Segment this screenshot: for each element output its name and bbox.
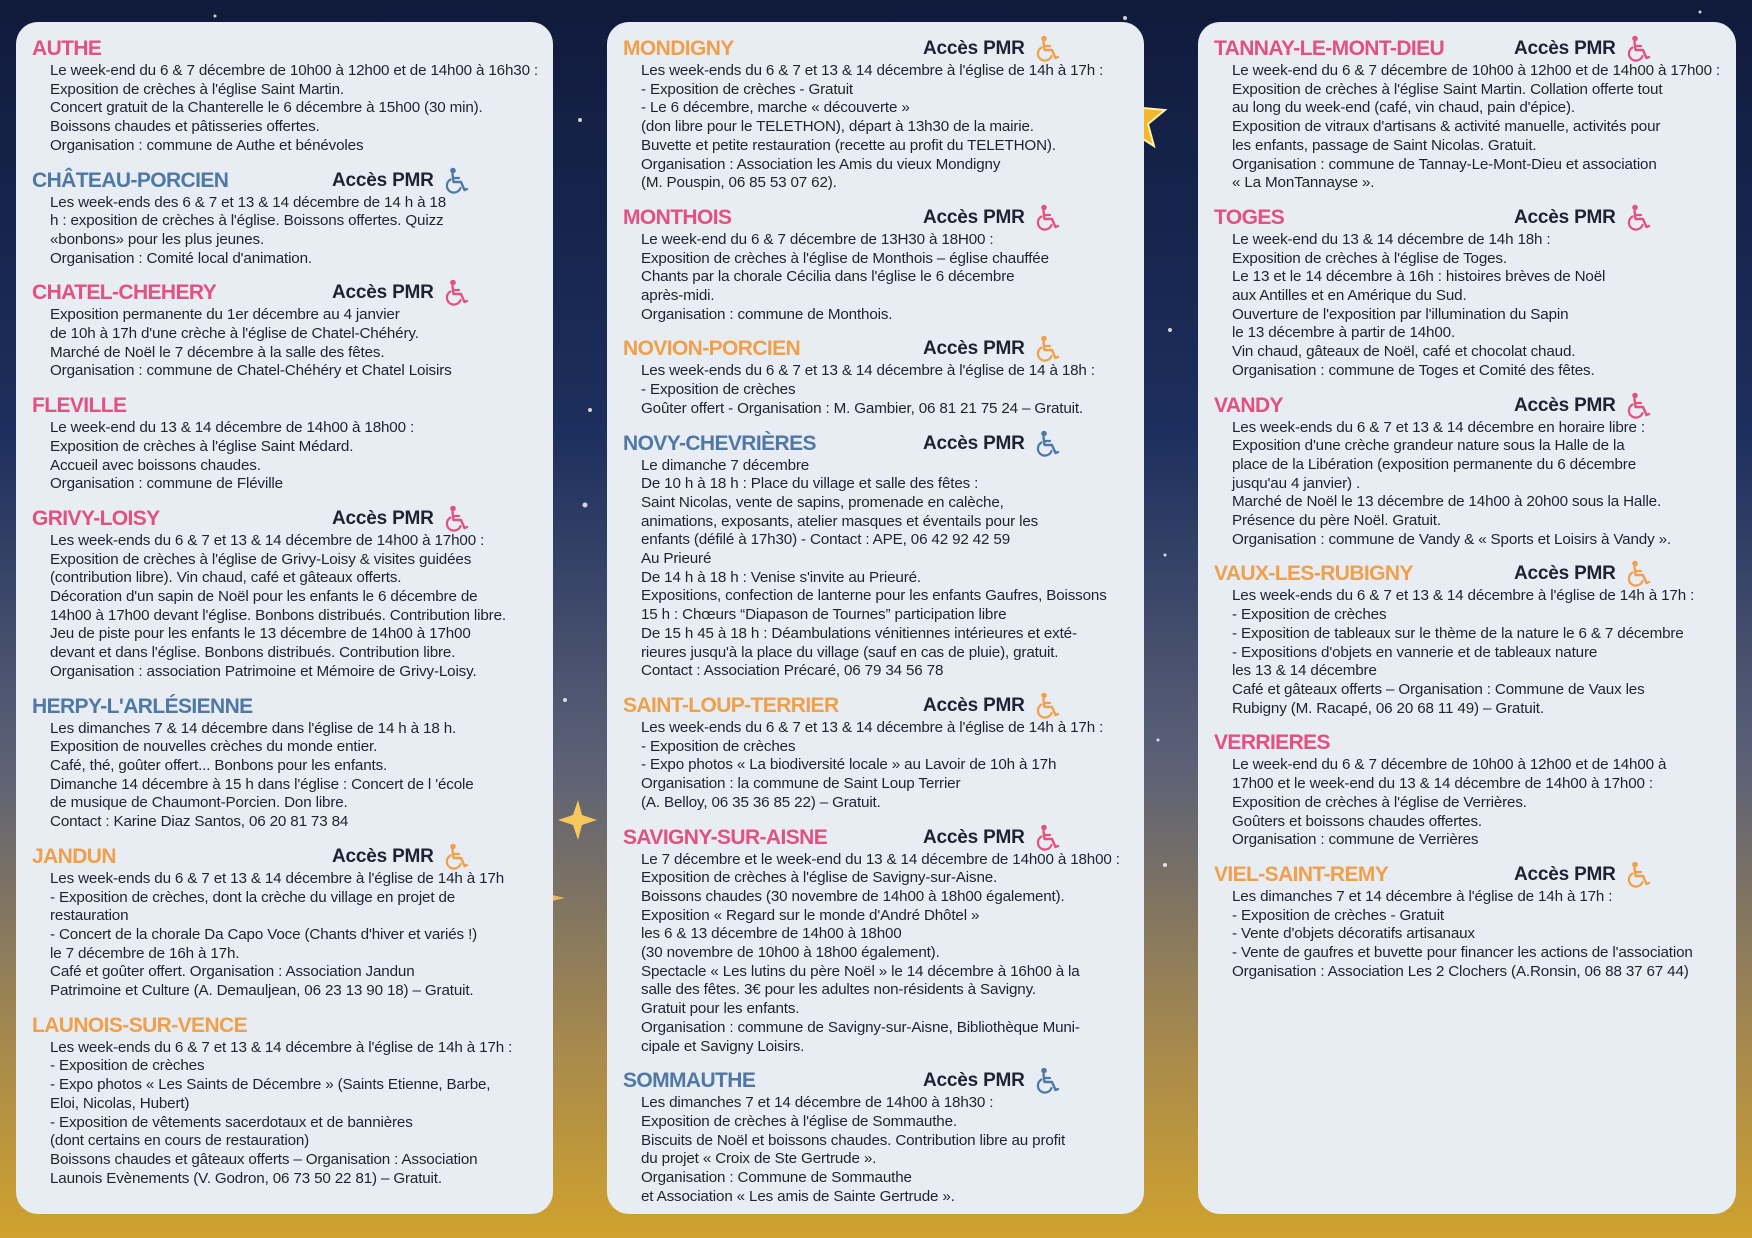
event-text-line: - Expo photos « La biodiversité locale » au Lavoir de 10h à 17h — [641, 756, 1057, 774]
event-text-line: Boissons chaudes (30 novembre de 14h00 à 18h00 également). — [641, 887, 1065, 905]
event-text-line: Les week-ends du 6 & 7 et 13 & 14 décembre à l'église de 14h à 17h : — [50, 1038, 513, 1056]
pmr-access — [332, 168, 470, 194]
wheelchair-icon — [444, 505, 470, 533]
event-text-line: Chants par la chorale Cécilia dans l'église le 6 décembre — [641, 268, 1015, 286]
pmr-label: Accès PMR — [923, 206, 1025, 228]
event-entry — [32, 694, 537, 832]
event-title: TANNAY-LE-MONT-DIEU — [1214, 37, 1445, 60]
event-text-line: - Expo photos « Les Saints de Décembre » (Saints Etienne, Barbe, — [50, 1076, 491, 1094]
event-text-line: 14h00 à 17h00 devant l'église. Bonbons distribués. Contribution libre. — [50, 606, 506, 624]
event-text-line: - Exposition de crèches — [641, 381, 796, 399]
pmr-access — [923, 693, 1061, 719]
event-text-line: Exposition de crèches à l'église Saint Martin. Collation offerte tout — [1232, 80, 1663, 98]
wheelchair-icon — [1626, 560, 1652, 588]
event-text-line: de 10h à 17h d'une crèche à l'église de Chatel-Chéhéry. — [50, 325, 419, 343]
event-text-line: rieures jusqu'à la place du village (sauf en cas de pluie), gratuit. — [641, 643, 1059, 661]
event-entry — [1214, 730, 1720, 850]
wheelchair-icon — [1626, 35, 1652, 63]
pmr-access — [1514, 862, 1652, 888]
event-text-line: Exposition de crèches à l'église de Toges. — [1232, 249, 1507, 267]
event-text-line: - Exposition de crèches — [641, 737, 796, 755]
event-text-line: - Exposition de tableaux sur le thème de la nature le 6 & 7 décembre — [1232, 624, 1684, 642]
event-text-line: (contribution libre). Vin chaud, café et gâteaux offerts. — [50, 569, 402, 587]
pmr-label: Accès PMR — [332, 507, 434, 529]
event-text-line: Organisation : association Patrimoine et Mémoire de Grivy-Loisy. — [50, 662, 477, 680]
event-text-line: salle des fêtes. 3€ pour les adultes non-résidents à Savigny. — [641, 981, 1036, 999]
event-entry — [1214, 862, 1720, 982]
event-text-line: (don libre pour le TELETHON), départ à 13h30 de la mairie. — [641, 118, 1034, 136]
sparkle-icon — [558, 800, 597, 840]
event-text-line: Saint Nicolas, vente de sapins, promenade en calèche, — [641, 493, 1004, 511]
event-entry — [32, 280, 537, 381]
pmr-access — [923, 36, 1061, 62]
pmr-label: Accès PMR — [1514, 563, 1616, 585]
event-text-line: Gratuit pour les enfants. — [641, 1000, 800, 1018]
event-entry — [1214, 393, 1720, 550]
pmr-label: Accès PMR — [1514, 863, 1616, 885]
wheelchair-icon — [1626, 392, 1652, 420]
event-text-line: Accueil avec boissons chaudes. — [50, 456, 261, 474]
event-title: MONDIGNY — [623, 37, 734, 60]
event-text-line: Les dimanches 7 et 14 décembre de 14h00 à 18h30 : — [641, 1094, 994, 1112]
event-text-line: Le week-end du 6 & 7 décembre de 13H30 à 18H00 : — [641, 230, 994, 248]
event-title: VIEL-SAINT-REMY — [1214, 862, 1389, 886]
event-text-line: - Vente d'objets décoratifs artisanaux — [1232, 925, 1475, 943]
pmr-access — [923, 205, 1061, 231]
event-text-line: Organisation : commune de Savigny-sur-Aisne, Bibliothèque Muni- — [641, 1018, 1080, 1036]
event-title: NOVION-PORCIEN — [623, 337, 801, 361]
event-text-line: Exposition « Regard sur le monde d'André Dhôtel » — [641, 906, 980, 924]
event-title: TOGES — [1214, 205, 1285, 229]
pmr-label: Accès PMR — [1514, 38, 1616, 59]
pmr-label: Accès PMR — [332, 845, 434, 867]
event-text-line: Eloi, Nicolas, Hubert) — [50, 1094, 190, 1112]
wheelchair-icon — [1035, 204, 1061, 232]
event-entry — [623, 36, 1128, 193]
event-text-line: Organisation : commune de Tannay-Le-Mont-Dieu et association — [1232, 155, 1657, 173]
event-title: SAINT-LOUP-TERRIER — [623, 693, 839, 717]
event-text-line: Les week-ends du 6 & 7 et 13 & 14 décembre à l'église de 14 à 18h : — [641, 362, 1095, 380]
pmr-label: Accès PMR — [1514, 394, 1616, 416]
event-title: AUTHE — [32, 37, 102, 60]
event-text-line: Café et goûter offert. Organisation : Association Jandun — [50, 963, 415, 981]
event-entry — [623, 825, 1128, 1057]
event-title: JANDUN — [32, 844, 116, 868]
event-text-line: Exposition de crèches à l'église de Verrières. — [1232, 793, 1527, 811]
column-3 — [1198, 22, 1736, 1214]
event-text-line: - Exposition de crèches - Gratuit — [641, 80, 853, 98]
event-text-line: Café et gâteaux offerts – Organisation : Commune de Vaux les — [1232, 680, 1645, 698]
event-text-line: De 10 h à 18 h : Place du village et salle des fêtes : — [641, 475, 979, 493]
event-text-line: Le week-end du 6 & 7 décembre de 10h00 à 12h00 et de 14h00 à — [1232, 756, 1667, 774]
event-entry — [623, 693, 1128, 813]
pmr-access — [1514, 36, 1652, 62]
event-entry — [32, 393, 537, 494]
event-title: SOMMAUTHE — [623, 1069, 756, 1093]
event-text-line: - Expositions d'objets en vannerie et de tableaux nature — [1232, 643, 1598, 661]
event-text-line: Le week-end du 6 & 7 décembre de 10h00 à 12h00 et de 14h00 à 16h30 : — [50, 62, 539, 79]
event-text-line: Contact : Karine Diaz Santos, 06 20 81 73 84 — [50, 813, 349, 831]
event-text-line: le 7 décembre de 16h à 17h. — [50, 944, 240, 962]
event-text-line: Concert gratuit de la Chanterelle le 6 décembre à 15h00 (30 min). — [50, 99, 483, 117]
event-entry — [32, 844, 537, 1001]
event-text-line: Les week-ends des 6 & 7 et 13 & 14 décembre de 14 h à 18 — [50, 193, 447, 211]
event-entry — [623, 1068, 1128, 1206]
event-title: LAUNOIS-SUR-VENCE — [32, 1013, 247, 1037]
event-text-line: Biscuits de Noël et boissons chaudes. Contribution libre au profit — [641, 1131, 1066, 1149]
event-text-line: «bonbons» pour les plus jeunes. — [50, 230, 265, 248]
pmr-label: Accès PMR — [923, 694, 1025, 716]
wheelchair-icon — [444, 843, 470, 871]
event-text-line: Les week-ends du 6 & 7 et 13 & 14 décembre à l'église de 14h à 17h : — [1232, 587, 1695, 605]
event-text-line: Organisation : commune de Verrières — [1232, 831, 1479, 849]
event-text-line: Organisation : commune de Chatel-Chéhéry et Chatel Loisirs — [50, 362, 452, 380]
event-text-line: Café, thé, goûter offert... Bonbons pour les enfants. — [50, 756, 388, 774]
event-text-line: Buvette et petite restauration (recette au profit du TELETHON). — [641, 136, 1056, 154]
event-title: NOVY-CHEVRIÈRES — [623, 431, 816, 455]
event-text-line: enfants (défilé à 17h30) - Contact : APE, 06 42 92 42 59 — [641, 531, 1011, 549]
event-text-line: Marché de Noël le 13 décembre de 14h00 à 20h00 sous la Halle. — [1232, 493, 1662, 511]
event-text-line: Exposition de vitraux d'artisans & activité manuelle, activités pour — [1232, 118, 1661, 136]
event-text-line: Exposition de crèches à l'église de Grivy-Loisy & visites guidées — [50, 550, 472, 568]
pmr-access — [332, 280, 470, 306]
event-text-line: devant et dans l'église. Bonbons distribués. Contribution libre. — [50, 644, 456, 662]
event-entry — [623, 336, 1128, 418]
wheelchair-icon — [1626, 204, 1652, 232]
event-entry — [1214, 561, 1720, 718]
event-text-line: Organisation : commune de Authe et bénévoles — [50, 136, 364, 154]
event-text-line: - Exposition de crèches — [1232, 606, 1387, 624]
event-text-line: 15 h : Chœurs “Diapason de Tournes” participation libre — [641, 606, 1007, 624]
event-text-line: - Concert de la chorale Da Capo Voce (Chants d'hiver et variés !) — [50, 925, 478, 943]
event-text-line: Expositions, confection de lanterne pour les enfants Gaufres, Boissons — [641, 587, 1107, 605]
pmr-access — [923, 336, 1061, 362]
pmr-access — [923, 1068, 1061, 1094]
pmr-label: Accès PMR — [923, 826, 1025, 848]
event-title: VANDY — [1214, 393, 1283, 417]
event-text-line: du projet « Croix de Ste Gertrude ». — [641, 1150, 877, 1168]
event-text-line: Exposition de crèches à l'église de Savigny-sur-Aisne. — [641, 869, 998, 887]
event-text-line: au long du week-end (café, vin chaud, pain d'épice). — [1232, 99, 1575, 117]
event-text-line: Organisation : Association les Amis du vieux Mondigny — [641, 155, 1001, 173]
event-text-line: « La MonTannayse ». — [1232, 174, 1375, 192]
event-text-line: Jeu de piste pour les enfants le 13 décembre de 14h00 à 17h00 — [50, 625, 471, 643]
event-text-line: Décoration d'un sapin de Noël pour les enfants le 6 décembre de — [50, 588, 478, 606]
event-text-line: Organisation : Comité local d'animation. — [50, 249, 312, 267]
event-entry — [32, 1013, 537, 1189]
pmr-access — [332, 506, 470, 532]
event-text-line: (M. Pouspin, 06 85 53 07 62). — [641, 174, 837, 192]
event-title: HERPY-L'ARLÉSIENNE — [32, 694, 253, 718]
event-text-line: Boissons chaudes et gâteaux offerts – Organisation : Association — [50, 1150, 478, 1168]
pmr-access — [1514, 561, 1652, 587]
event-text-line: Exposition de crèches à l'église Saint Médard. — [50, 437, 354, 455]
event-title: SAVIGNY-SUR-AISNE — [623, 825, 828, 849]
event-text-line: Marché de Noël le 7 décembre à la salle des fêtes. — [50, 343, 385, 361]
event-text-line: aux Antilles et en Amérique du Sud. — [1232, 287, 1467, 305]
event-text-line: Les week-ends du 6 & 7 et 13 & 14 décembre à l'église de 14h à 17h : — [641, 62, 1104, 79]
event-text-line: Le week-end du 6 & 7 décembre de 10h00 à 12h00 et de 14h00 à 17h00 : — [1232, 62, 1721, 79]
event-text-line: Goûters et boissons chaudes offertes. — [1232, 812, 1482, 830]
event-text-line: Au Prieuré — [641, 550, 712, 568]
wheelchair-icon — [1035, 824, 1061, 852]
column-2 — [607, 22, 1144, 1214]
event-text-line: Les week-ends du 6 & 7 et 13 & 14 décembre à l'église de 14h à 17h — [50, 869, 505, 887]
event-entry — [1214, 36, 1720, 193]
wheelchair-icon — [444, 279, 470, 307]
event-title: GRIVY-LOISY — [32, 506, 160, 530]
wheelchair-icon — [1035, 692, 1061, 720]
event-text-line: les 13 & 14 décembre — [1232, 662, 1377, 680]
event-text-line: Patrimoine et Culture (A. Demauljean, 06 23 13 90 18) – Gratuit. — [50, 982, 474, 1000]
event-text-line: Exposition de nouvelles crèches du monde entier. — [50, 738, 378, 756]
event-text-line: Rubigny (M. Racapé, 06 20 68 11 49) – Gratuit. — [1232, 699, 1544, 717]
event-text-line: 17h00 et le week-end du 13 & 14 décembre de 14h00 à 17h00 : — [1232, 775, 1653, 793]
wheelchair-icon — [1035, 1067, 1061, 1095]
event-text-line: - Le 6 décembre, marche « découverte » — [641, 99, 910, 117]
event-text-line: et Association « Les amis de Sainte Gertrude ». — [641, 1187, 955, 1205]
wheelchair-icon — [444, 167, 470, 195]
event-text-line: Le 13 et le 14 décembre à 16h : histoires brèves de Noël — [1232, 268, 1606, 286]
event-text-line: restauration — [50, 907, 129, 925]
event-text-line: Les week-ends du 6 & 7 et 13 & 14 décembre en horaire libre : — [1232, 418, 1645, 436]
event-text-line: h : exposition de crèches à l'église. Boissons offertes. Quizz — [50, 212, 444, 230]
event-text-line: Boissons chaudes et pâtisseries offertes. — [50, 118, 320, 136]
pmr-label: Accès PMR — [923, 432, 1025, 454]
pmr-label: Accès PMR — [923, 338, 1025, 360]
event-text-line: Exposition de crèches à l'église de Sommauthe. — [641, 1112, 957, 1130]
event-text-line: le 13 décembre à partir de 14h00. — [1232, 324, 1456, 342]
event-text-line: de musique de Chaumont-Porcien. Don libre. — [50, 794, 348, 812]
pmr-label: Accès PMR — [332, 169, 434, 191]
event-text-line: (30 novembre de 10h00 à 18h00 également). — [641, 944, 940, 962]
event-entry — [32, 168, 537, 269]
event-title: FLEVILLE — [32, 394, 127, 418]
event-text-line: Organisation : Commune de Sommauthe — [641, 1169, 912, 1187]
event-text-line: - Vente de gaufres et buvette pour financer les actions de l'association — [1232, 944, 1693, 962]
event-text-line: Le week-end du 13 & 14 décembre de 14h00 à 18h00 : — [50, 419, 415, 437]
event-text-line: Organisation : commune de Fléville — [50, 475, 283, 493]
event-text-line: (dont certains en cours de restauration) — [50, 1132, 310, 1150]
pmr-access — [923, 825, 1061, 851]
event-entry — [32, 506, 537, 682]
event-entry — [1214, 205, 1720, 381]
event-text-line: Dimanche 14 décembre à 15 h dans l'église : Concert de l 'école — [50, 775, 474, 793]
event-entry — [32, 36, 537, 156]
event-text-line: Spectacle « Les lutins du père Noël » le 14 décembre à 16h00 à la — [641, 962, 1080, 980]
event-text-line: place de la Libération (exposition permanente du 6 décembre — [1232, 455, 1637, 473]
event-entry — [623, 205, 1128, 325]
event-title: MONTHOIS — [623, 205, 732, 229]
event-title: VAUX-LES-RUBIGNY — [1214, 562, 1413, 586]
event-text-line: Organisation : commune de Toges et Comité des fêtes. — [1232, 361, 1595, 379]
wheelchair-icon — [1035, 35, 1061, 63]
wheelchair-icon — [1035, 430, 1061, 458]
event-text-line: De 14 h à 18 h : Venise s'invite au Prieuré. — [641, 568, 921, 586]
event-entry — [623, 431, 1128, 681]
event-text-line: Organisation : commune de Monthois. — [641, 305, 893, 323]
pmr-access — [923, 431, 1061, 457]
event-text-line: - Exposition de crèches, dont la crèche du village en projet de — [50, 888, 456, 906]
event-text-line: cipale et Savigny Loisirs. — [641, 1037, 805, 1055]
event-text-line: animations, exposants, atelier masques et éventails pour les — [641, 512, 1039, 530]
event-title: VERRIERES — [1214, 731, 1330, 755]
event-text-line: (A. Belloy, 06 35 36 85 22) – Gratuit. — [641, 793, 881, 811]
event-text-line: Présence du père Noël. Gratuit. — [1232, 512, 1441, 530]
pmr-label: Accès PMR — [332, 282, 434, 304]
event-text-line: Ouverture de l'exposition par l'illumination du Sapin — [1232, 305, 1569, 323]
event-text-line: Le dimanche 7 décembre — [641, 456, 810, 474]
event-text-line: Les week-ends du 6 & 7 et 13 & 14 décembre de 14h00 à 17h00 : — [50, 531, 485, 549]
column-1 — [16, 22, 553, 1214]
event-text-line: Goûter offert - Organisation : M. Gambier, 06 81 21 75 24 – Gratuit. — [641, 399, 1084, 417]
event-text-line: Exposition de crèches à l'église Saint Martin. — [50, 80, 344, 98]
event-text-line: Organisation : commune de Vandy & « Sports et Loisirs à Vandy ». — [1232, 530, 1671, 548]
event-text-line: Launois Evènements (V. Godron, 06 73 50 22 81) – Gratuit. — [50, 1169, 442, 1187]
event-text-line: après-midi. — [641, 287, 715, 305]
pmr-label: Accès PMR — [923, 38, 1025, 59]
event-text-line: jusqu'au 4 janvier) . — [1232, 474, 1361, 492]
event-title: CHATEL-CHEHERY — [32, 281, 217, 305]
pmr-label: Accès PMR — [1514, 206, 1616, 228]
event-text-line: Les week-ends du 6 & 7 et 13 & 14 décembre à l'église de 14h à 17h : — [641, 718, 1104, 736]
pmr-label: Accès PMR — [923, 1070, 1025, 1092]
event-text-line: Le 7 décembre et le week-end du 13 & 14 décembre de 14h00 à 18h00 : — [641, 850, 1120, 868]
event-text-line: les enfants, passage de Saint Nicolas. Gratuit. — [1232, 136, 1537, 154]
event-text-line: Exposition de crèches à l'église de Monthois – église chauffée — [641, 249, 1049, 267]
pmr-access — [1514, 205, 1652, 231]
event-text-line: les 6 & 13 décembre de 14h00 à 18h00 — [641, 925, 902, 943]
event-text-line: Les dimanches 7 & 14 décembre dans l'église de 14 h à 18 h. — [50, 719, 457, 737]
event-text-line: - Exposition de crèches - Gratuit — [1232, 906, 1444, 924]
event-text-line: - Exposition de crèches — [50, 1057, 205, 1075]
event-text-line: Contact : Association Précaré, 06 79 34 56 78 — [641, 662, 944, 680]
event-title: CHÂTEAU-PORCIEN — [32, 168, 229, 192]
wheelchair-icon — [1035, 335, 1061, 363]
event-text-line: Le week-end du 13 & 14 décembre de 14h 18h : — [1232, 230, 1551, 248]
event-text-line: Organisation : Association Les 2 Clochers (A.Ronsin, 06 88 37 67 44) — [1232, 962, 1689, 980]
pmr-access — [332, 844, 470, 870]
event-text-line: Exposition d'une crèche grandeur nature sous la Halle de la — [1232, 437, 1625, 455]
pmr-access — [1514, 393, 1652, 419]
wheelchair-icon — [1626, 861, 1652, 889]
event-text-line: Les dimanches 7 et 14 décembre à l'église de 14h à 17h : — [1232, 887, 1613, 905]
event-text-line: De 15 h 45 à 18 h : Déambulations vénitiennes intérieures et exté- — [641, 624, 1077, 642]
event-text-line: Organisation : la commune de Saint Loup Terrier — [641, 775, 961, 793]
event-text-line: Exposition permanente du 1er décembre au 4 janvier — [50, 306, 400, 324]
event-text-line: Vin chaud, gâteaux de Noël, café et chocolat chaud. — [1232, 343, 1576, 361]
event-text-line: - Exposition de vêtements sacerdotaux et de bannières — [50, 1113, 413, 1131]
